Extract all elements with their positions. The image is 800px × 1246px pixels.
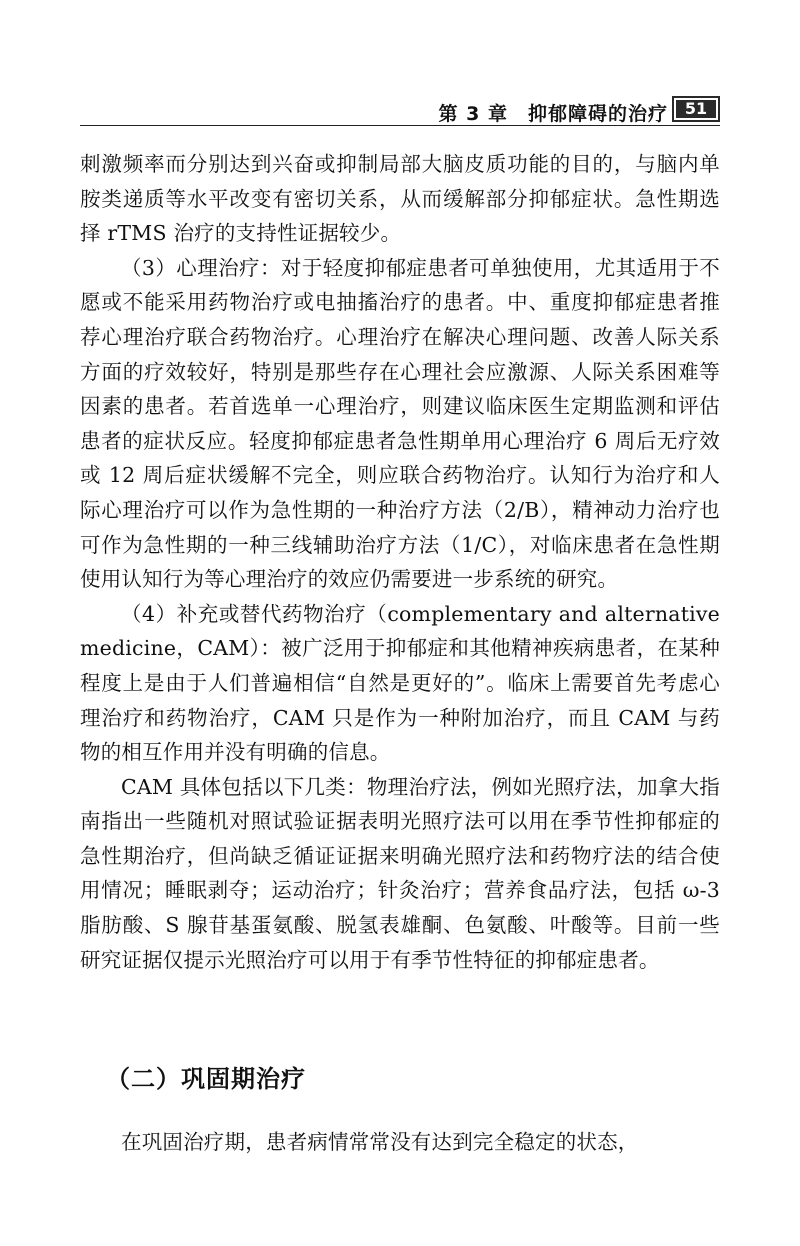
chapter-title: 第 3 章 抑郁障碍的治疗 xyxy=(438,103,668,125)
page-number: 51 xyxy=(672,96,720,122)
header-rule xyxy=(80,125,720,126)
paragraph-psychotherapy: （3）心理治疗：对于轻度抑郁症患者可单独使用，尤其适用于不愿或不能采用药物治疗或电抽搐治疗的患者。中、重度抑郁症患者推荐心理治疗联合药物治疗。心理治疗在解决心理问题、改善人际关系方面的疗效较好，特别是那些存在心理社会应激源、人际关系困难等因素的患者。若首选单一心理治疗，则建议临床医生定期监测和评估患者的症状反应。轻度抑郁症患者急性期单用心理治疗 6 周后无疗效或 12 周后症状缓解不完全，则应联合药物治疗。认知行为治疗和人际心理治疗可以作为急性期的一种治疗方法（2/B），精神动力治疗也可作为急性期的一种三线辅助治疗方法（1/C），对临床患者在急性期使用认知行为等心理治疗的效应仍需要进一步系统的研究。 xyxy=(80,255,720,592)
running-header xyxy=(80,95,720,125)
consolidation-text xyxy=(80,1125,720,1160)
section-heading: （二）巩固期治疗 xyxy=(106,1065,306,1093)
paragraph-continued: 刺激频率而分别达到兴奋或抑制局部大脑皮质功能的目的，与脑内单胺类递质等水平改变有密切关系，从而缓解部分抑郁症状。急性期选择 rTMS 治疗的支持性证据较少。 xyxy=(80,152,720,246)
paragraph-consolidation: 在巩固治疗期，患者病情常常没有达到完全稳定的状态， xyxy=(121,1130,639,1154)
body-text xyxy=(80,147,720,977)
paragraph-cam-types: CAM 具体包括以下几类：物理治疗法，例如光照疗法，加拿大指南指出一些随机对照试验证据表明光照疗法可以用在季节性抑郁症的急性期治疗，但尚缺乏循证证据来明确光照疗法和药物疗法的结合使用情况；睡眠剥夺；运动治疗；针灸治疗；营养食品疗法，包括 ω-3 脂肪酸、S 腺苷基蛋氨酸、脱氢表雄酮、色氨酸、叶酸等。目前一些研究证据仅提示光照治疗可以用于有季节性特征的抑郁症患者。 xyxy=(80,774,720,972)
paragraph-cam: （4）补充或替代药物治疗（complementary and alternative medicine，CAM）：被广泛用于抑郁症和其他精神疾病患者，在某种程度上是由于人们普遍相信“自然是更好的”。临床上需要首先考虑心理治疗和药物治疗，CAM 只是作为一种附加治疗，而且 CAM 与药物的相互作用并没有明确的信息。 xyxy=(80,601,720,765)
